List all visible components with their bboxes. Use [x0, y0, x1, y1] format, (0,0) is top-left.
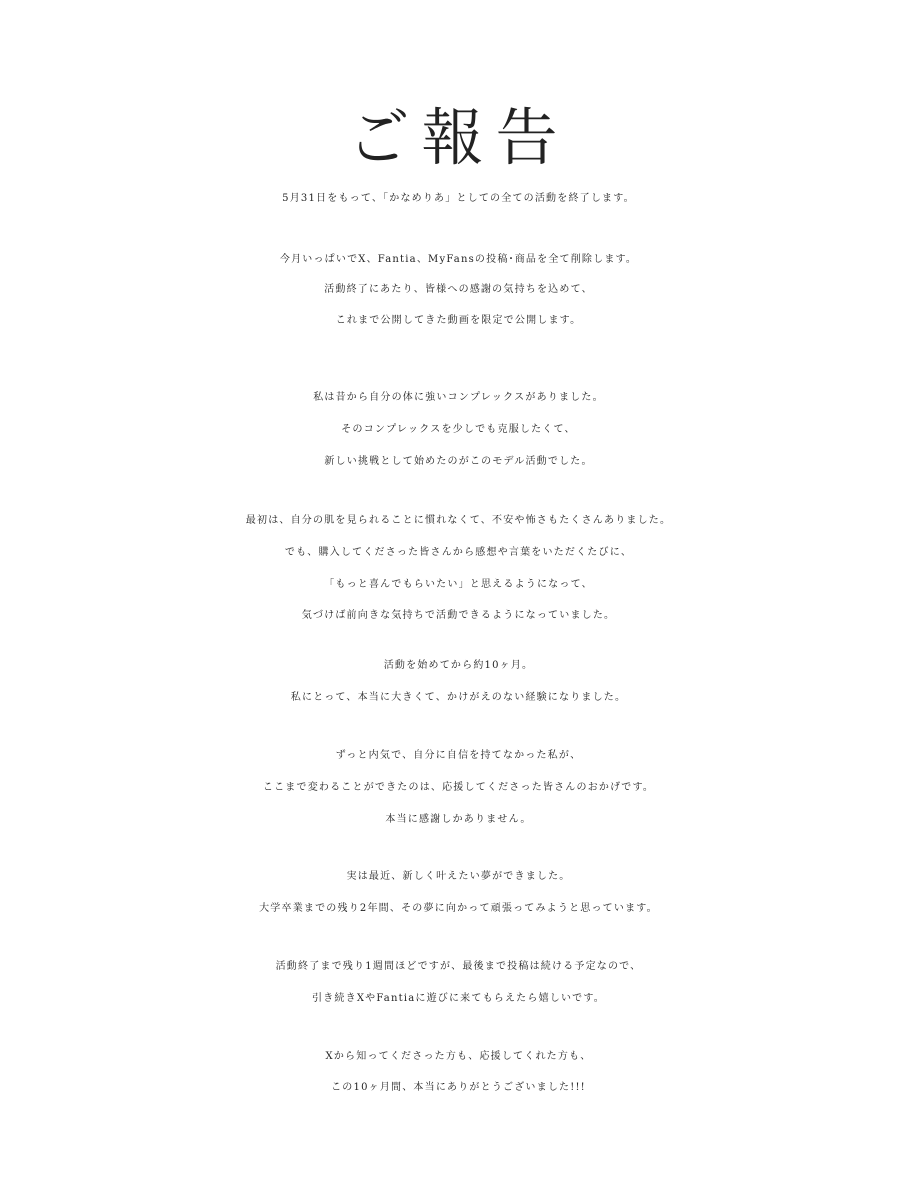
text-line: 活動終了にあたり、皆様への感謝の気持ちを込めて、	[324, 284, 593, 295]
text-line: 活動終了まで残り1週間ほどですが、最後まで投稿は続ける予定なので、	[275, 961, 642, 972]
text-line: 引き続きXやFantiaに遊びに来てもらえたら嬉しいです。	[312, 993, 605, 1004]
text-line: Xから知ってくださった方も、応援してくれた方も、	[325, 1051, 592, 1062]
text-line: 5月31日をもって、「かなめりあ」としての全ての活動を終了します。	[282, 193, 635, 204]
text-line: ずっと内気で、自分に自信を持てなかった私が、	[335, 750, 582, 761]
text-line: ここまで変わることができたのは、応援してくださった皆さんのおかげです。	[262, 782, 655, 793]
text-line: 大学卒業までの残り2年間、その夢に向かって頑張ってみようと思っています。	[259, 903, 658, 914]
text-line: 本当に感謝しかありません。	[385, 814, 532, 825]
text-line: 最初は、自分の肌を見られることに慣れなくて、不安や怖さもたくさんありました。	[245, 515, 672, 526]
text-line: この10ヶ月間、本当にありがとうございました!!!	[331, 1082, 586, 1093]
text-line: 私にとって、本当に大きくて、かけがえのない経験になりました。	[290, 692, 627, 703]
text-line: 気づけば前向きな気持ちで活動できるようになっていました。	[301, 610, 616, 621]
text-line: 私は昔から自分の体に強いコンプレックスがありました。	[313, 392, 604, 403]
text-line: そのコンプレックスを少しでも克服したくて、	[341, 424, 576, 435]
text-line: 新しい挑戦として始めたのがこのモデル活動でした。	[324, 456, 593, 467]
text-line: 今月いっぱいでX、Fantia、MyFansの投稿･商品を全て削除します。	[279, 254, 638, 265]
page-title: ご報告	[347, 101, 570, 174]
text-line: でも、購入してくださった皆さんから感想や言葉をいただくたびに、	[284, 547, 633, 558]
text-line: 実は最近、新しく叶えたい夢ができました。	[346, 871, 571, 882]
text-line: これまで公開してきた動画を限定で公開します。	[335, 315, 582, 326]
text-line: 活動を始めてから約10ヶ月。	[383, 660, 534, 671]
text-line: 「もっと喜んでもらいたい」と思えるようになって、	[324, 579, 593, 590]
